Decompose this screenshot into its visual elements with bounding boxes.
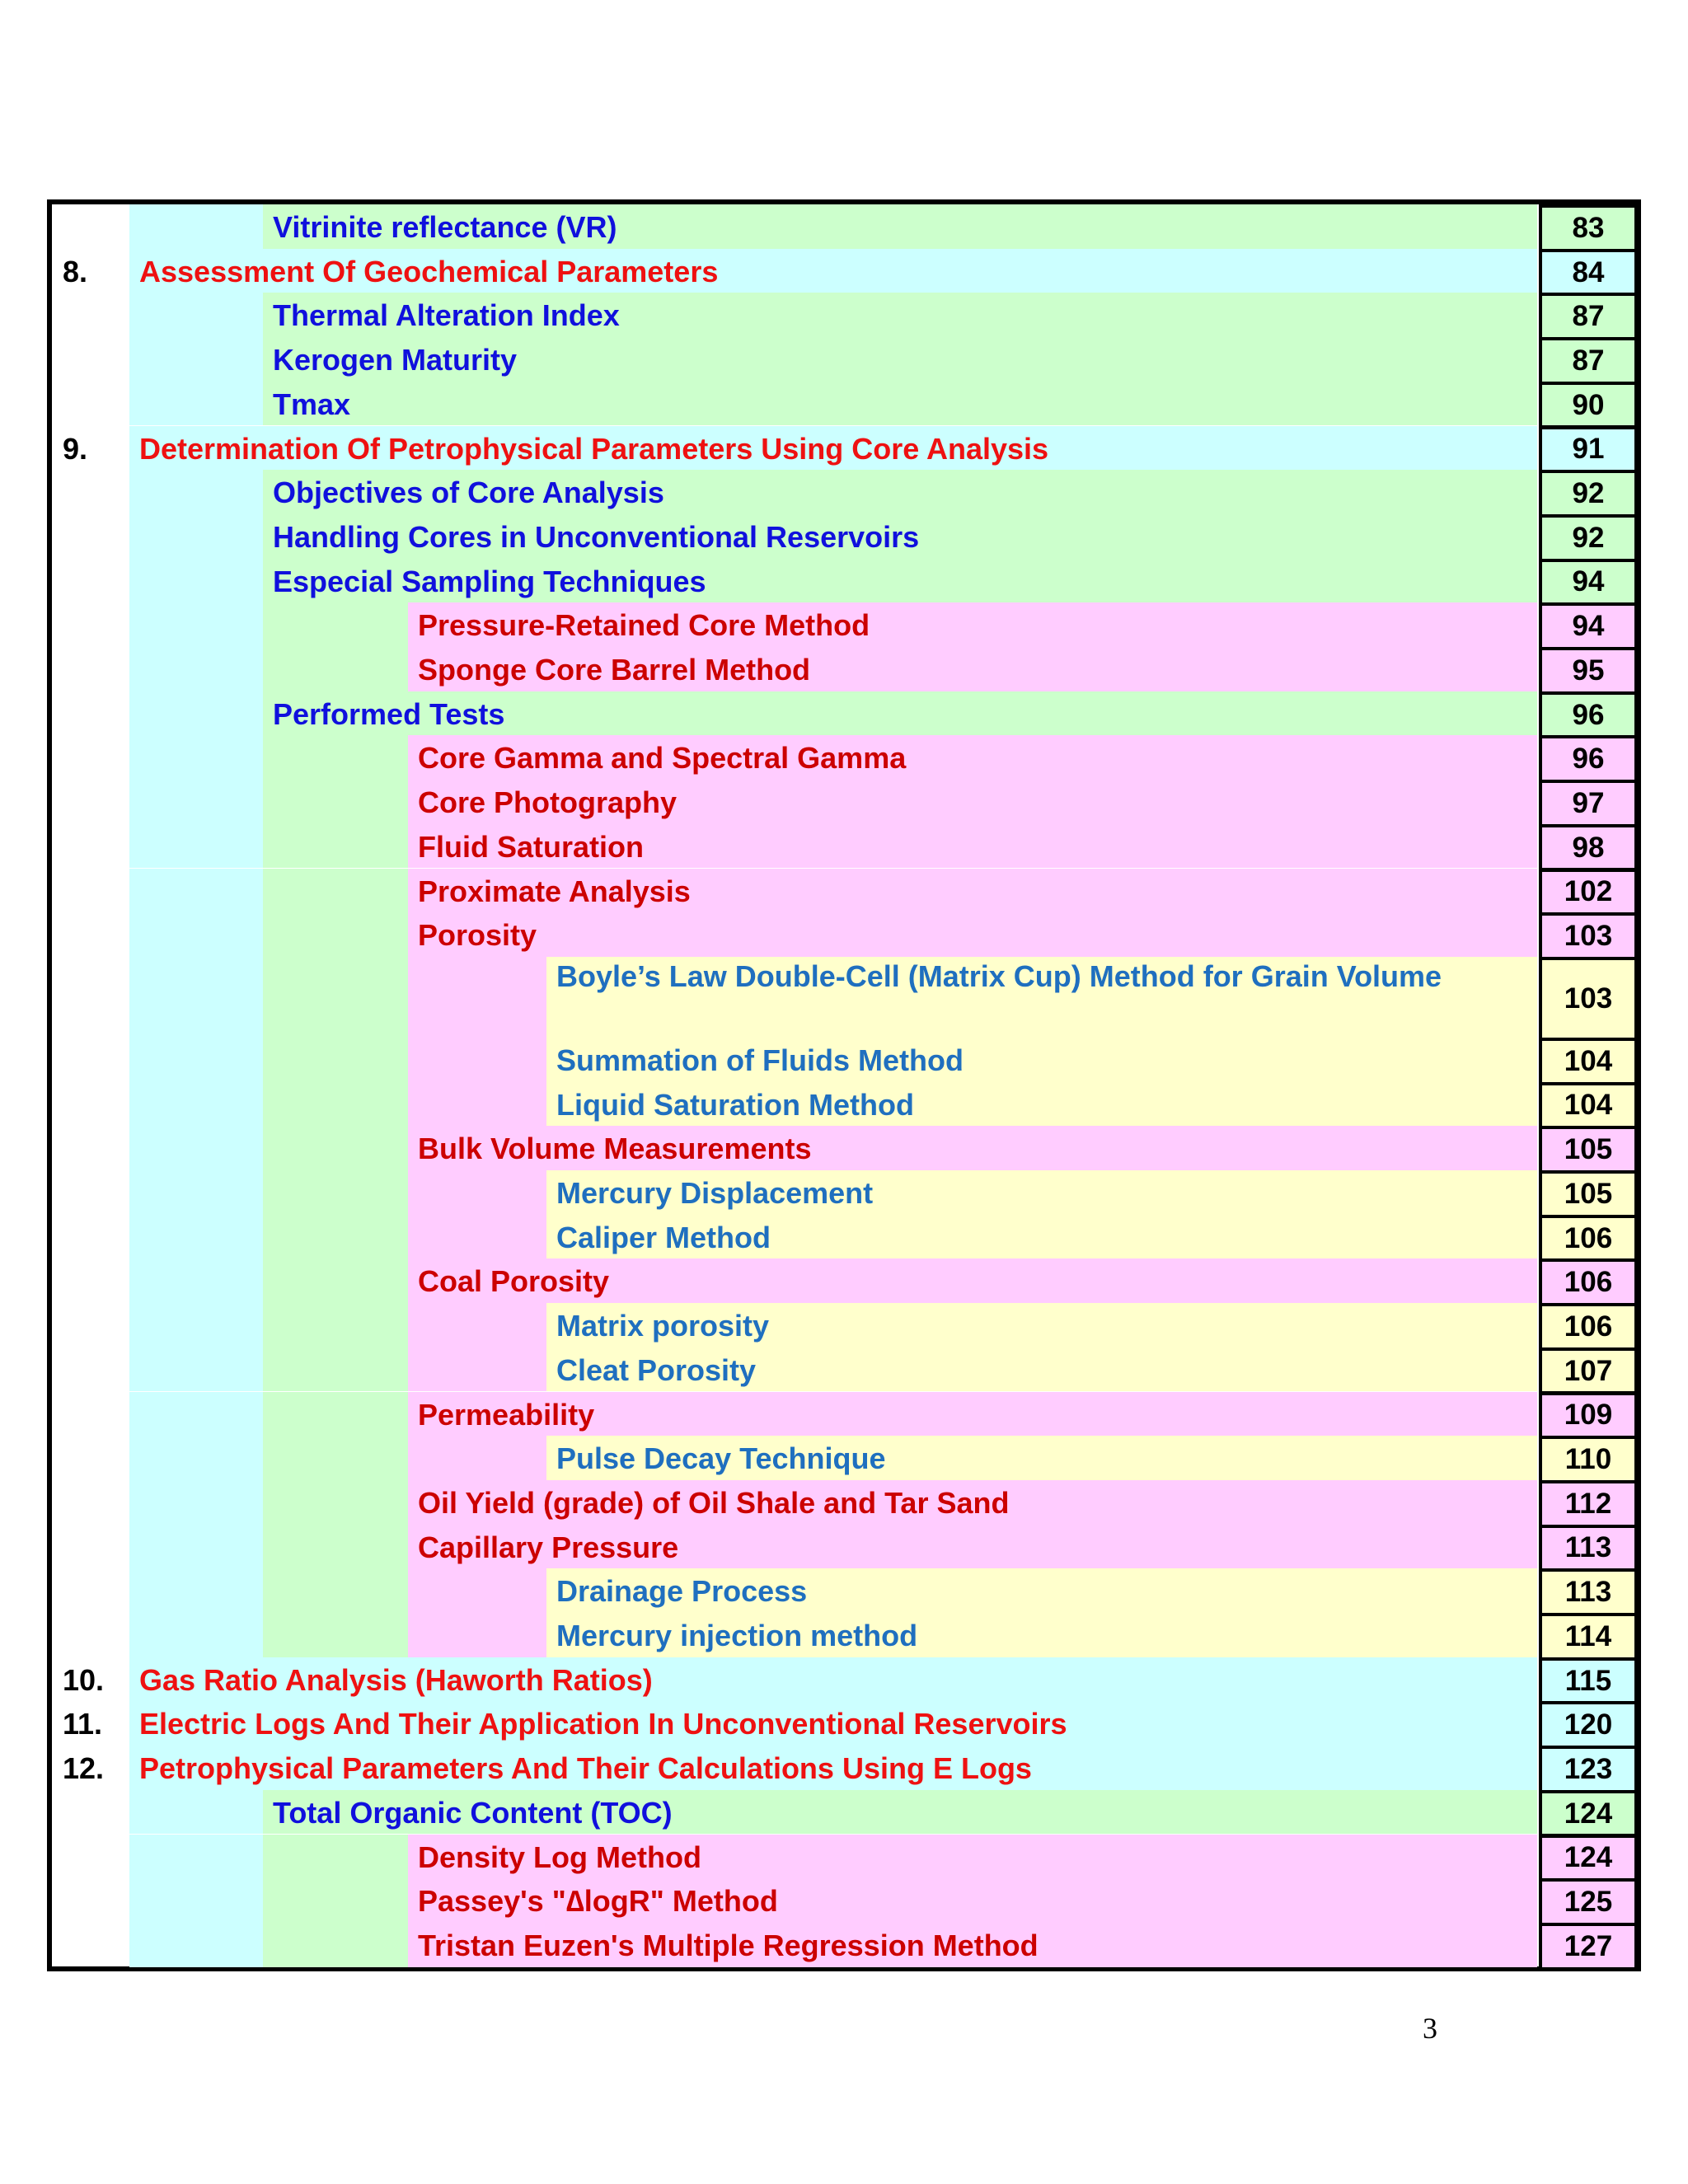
level-2-band (263, 869, 408, 913)
toc-entry-page: 127 (1539, 1923, 1638, 1971)
toc-entry-title[interactable]: Liquid Saturation Method (556, 1087, 914, 1122)
level-1-band (129, 735, 263, 780)
toc-entry-page: 105 (1539, 1170, 1638, 1218)
toc-entry-title[interactable]: Vitrinite reflectance (VR) (273, 210, 617, 244)
level-2-band (263, 1347, 408, 1392)
level-1-band (129, 337, 263, 382)
level-1-band (129, 1392, 263, 1436)
level-1-band (129, 1170, 263, 1215)
toc-entry-title[interactable]: Boyle’s Law Double-Cell (Matrix Cup) Method for Grain Volume (556, 958, 1442, 993)
level-1-band (129, 293, 263, 337)
toc-entry-title[interactable]: Objectives of Core Analysis (273, 476, 664, 510)
level-1-band (129, 1303, 263, 1347)
level-1-band (129, 1923, 263, 1967)
level-2-band (263, 1215, 408, 1259)
level-2-band (263, 780, 408, 824)
toc-entry-page: 97 (1539, 780, 1638, 827)
toc-entry-page: 110 (1539, 1436, 1638, 1483)
level-2-band (263, 957, 408, 1038)
toc-entry-title[interactable]: Fluid Saturation (418, 829, 644, 864)
toc-entry-page: 94 (1539, 602, 1638, 650)
toc-entry-title[interactable]: Determination Of Petrophysical Parameters Using Core Analysis (139, 431, 1049, 466)
toc-entry-page: 106 (1539, 1215, 1638, 1263)
toc-entry-title[interactable]: Proximate Analysis (418, 874, 691, 908)
level-1-band (129, 1258, 263, 1303)
level-1-band (129, 869, 263, 913)
toc-entry-title[interactable]: Performed Tests (273, 696, 505, 731)
level-3-band (408, 1303, 546, 1347)
toc-entry-title[interactable]: Porosity (418, 918, 537, 953)
toc-entry-page: 103 (1539, 912, 1638, 960)
toc-entry-page: 91 (1539, 426, 1638, 474)
level-1-band (129, 1525, 263, 1569)
chapter-number: 10. (63, 1662, 105, 1697)
toc-entry-title[interactable]: Summation of Fluids Method (556, 1043, 964, 1077)
level-1-band (129, 559, 263, 603)
level-2-band (263, 647, 408, 691)
toc-entry-page: 104 (1539, 1038, 1638, 1085)
level-2-band (263, 1126, 408, 1170)
level-3-band (408, 1436, 546, 1480)
toc-entry-title[interactable]: Assessment Of Geochemical Parameters (139, 254, 719, 288)
level-2-band (263, 1525, 408, 1569)
level-1-band (129, 1436, 263, 1480)
level-1-band (129, 470, 263, 514)
level-1-band (129, 602, 263, 647)
toc-entry-page: 95 (1539, 647, 1638, 695)
toc-entry-page: 114 (1539, 1613, 1638, 1661)
toc-entry-page: 87 (1539, 337, 1638, 385)
toc-entry-page: 98 (1539, 824, 1638, 872)
toc-entry-title[interactable]: Oil Yield (grade) of Oil Shale and Tar Sand (418, 1485, 1010, 1520)
toc-entry-page: 106 (1539, 1303, 1638, 1351)
toc-entry-title[interactable]: Gas Ratio Analysis (Haworth Ratios) (139, 1662, 653, 1697)
level-1-band (129, 1082, 263, 1127)
level-3-band (408, 1082, 546, 1127)
toc-entry-title[interactable]: Matrix porosity (556, 1309, 770, 1343)
toc-entry-page: 87 (1539, 293, 1638, 340)
toc-entry-page: 103 (1539, 957, 1638, 1041)
level-1-band (129, 1878, 263, 1923)
toc-entry-title[interactable]: Kerogen Maturity (273, 343, 518, 377)
chapter-number: 12. (63, 1751, 105, 1786)
level-1-band (129, 382, 263, 426)
level-2-band (263, 1170, 408, 1215)
toc-entry-title[interactable]: Drainage Process (556, 1574, 808, 1609)
level-1-band (129, 1215, 263, 1259)
level-1-band (129, 1790, 263, 1835)
toc-entry-page: 115 (1539, 1657, 1638, 1705)
toc-entry-page: 96 (1539, 735, 1638, 783)
toc-entry-page: 113 (1539, 1568, 1638, 1616)
toc-entry-title[interactable]: Caliper Method (556, 1220, 771, 1254)
level-3-band (408, 1613, 546, 1657)
toc-entry-page: 94 (1539, 559, 1638, 607)
toc-entry-title[interactable]: Bulk Volume Measurements (418, 1132, 812, 1166)
level-3-band (408, 1568, 546, 1613)
level-1-band (129, 1038, 263, 1082)
toc-entry-title[interactable]: Total Organic Content (TOC) (273, 1795, 673, 1830)
level-1-band (129, 514, 263, 559)
toc-entry-page: 84 (1539, 249, 1638, 297)
page-number: 3 (1423, 2012, 1437, 2045)
level-2-band (263, 824, 408, 869)
toc-entry-page: 113 (1539, 1525, 1638, 1572)
toc-entry-page: 92 (1539, 514, 1638, 562)
level-2-band (263, 912, 408, 957)
toc-entry-page: 124 (1539, 1790, 1638, 1838)
toc-entry-title[interactable]: Capillary Pressure (418, 1530, 679, 1564)
level-1-band (129, 1480, 263, 1525)
level-1-band (129, 1347, 263, 1392)
chapter-number: 9. (63, 431, 88, 466)
toc-entry-page: 104 (1539, 1082, 1638, 1130)
toc-entry-title[interactable]: Passey's "∆logR" Method (418, 1884, 778, 1919)
level-1-band (129, 1835, 263, 1879)
toc-entry-title[interactable]: Tristan Euzen's Multiple Regression Method (418, 1928, 1039, 1962)
toc-entry-title[interactable]: Handling Cores in Unconventional Reservoirs (273, 519, 920, 554)
toc-entry-page: 83 (1539, 204, 1638, 252)
level-2-band (263, 1038, 408, 1082)
toc-entry-title[interactable]: Tmax (273, 387, 351, 421)
toc-entry-title[interactable]: Coal Porosity (418, 1264, 610, 1299)
toc-table (47, 199, 1641, 1971)
toc-entry-title[interactable]: Thermal Alteration Index (273, 298, 620, 333)
level-1-band (129, 1613, 263, 1657)
level-1-band (129, 204, 263, 249)
toc-entry-page: 106 (1539, 1258, 1638, 1306)
toc-entry-title[interactable]: Core Photography (418, 785, 678, 820)
level-3-band (408, 1038, 546, 1082)
toc-entry-title[interactable]: Core Gamma and Spectral Gamma (418, 741, 907, 776)
toc-entry-title[interactable]: Permeability (418, 1397, 595, 1432)
toc-entry-title[interactable]: Especial Sampling Techniques (273, 564, 706, 598)
level-1-band (129, 647, 263, 691)
toc-entry-page: 112 (1539, 1480, 1638, 1528)
level-1-band (129, 824, 263, 869)
level-3-band (408, 1170, 546, 1215)
toc-entry-title[interactable]: Pressure-Retained Core Method (418, 608, 870, 643)
level-2-band (263, 1878, 408, 1923)
level-2-band (263, 1082, 408, 1127)
toc-entry-title[interactable]: Petrophysical Parameters And Their Calculations Using E Logs (139, 1751, 1032, 1786)
level-3-band (408, 1347, 546, 1392)
toc-entry-page: 109 (1539, 1392, 1638, 1440)
level-2-band (263, 735, 408, 780)
chapter-number: 11. (63, 1707, 103, 1741)
level-2-band (263, 1436, 408, 1480)
level-2-band (263, 1613, 408, 1657)
level-2-band (263, 1568, 408, 1613)
toc-entry-page: 92 (1539, 470, 1638, 518)
level-2-band (263, 1835, 408, 1879)
level-2-band (263, 1923, 408, 1967)
toc-entry-page: 102 (1539, 869, 1638, 916)
level-1-band (129, 780, 263, 824)
toc-entry-title[interactable]: Mercury injection method (556, 1619, 918, 1652)
toc-entry-page: 123 (1539, 1746, 1638, 1793)
toc-entry-page: 90 (1539, 382, 1638, 429)
toc-entry-page: 120 (1539, 1701, 1638, 1749)
toc-entry-page: 124 (1539, 1835, 1638, 1882)
toc-entry-page: 125 (1539, 1878, 1638, 1926)
toc-entry-title[interactable]: Pulse Decay Technique (556, 1441, 886, 1476)
level-1-band (129, 691, 263, 736)
level-3-band (408, 912, 1537, 957)
level-1-band (129, 1126, 263, 1170)
level-2-band (263, 1480, 408, 1525)
toc-entry-title[interactable]: Sponge Core Barrel Method (418, 653, 811, 687)
toc-entry-page: 105 (1539, 1126, 1638, 1174)
level-1-band (129, 1568, 263, 1613)
level-2-band (263, 382, 1537, 426)
toc-entry-page: 96 (1539, 691, 1638, 739)
level-2-band (263, 1258, 408, 1303)
level-3-band (408, 1215, 546, 1259)
toc-entry-page: 107 (1539, 1347, 1638, 1395)
toc-entry-title[interactable]: Mercury Displacement (556, 1176, 874, 1210)
level-3-band (408, 957, 546, 1038)
level-2-band (263, 602, 408, 647)
chapter-number: 8. (63, 254, 88, 288)
level-1-band (129, 912, 263, 957)
toc-entry-title[interactable]: Density Log Method (418, 1840, 701, 1874)
toc-entry-title[interactable]: Cleat Porosity (556, 1352, 757, 1387)
level-1-band (129, 957, 263, 1038)
toc-entry-title[interactable]: Electric Logs And Their Application In Unconventional Reservoirs (139, 1707, 1067, 1741)
level-2-band (263, 1392, 408, 1436)
level-2-band (263, 1303, 408, 1347)
